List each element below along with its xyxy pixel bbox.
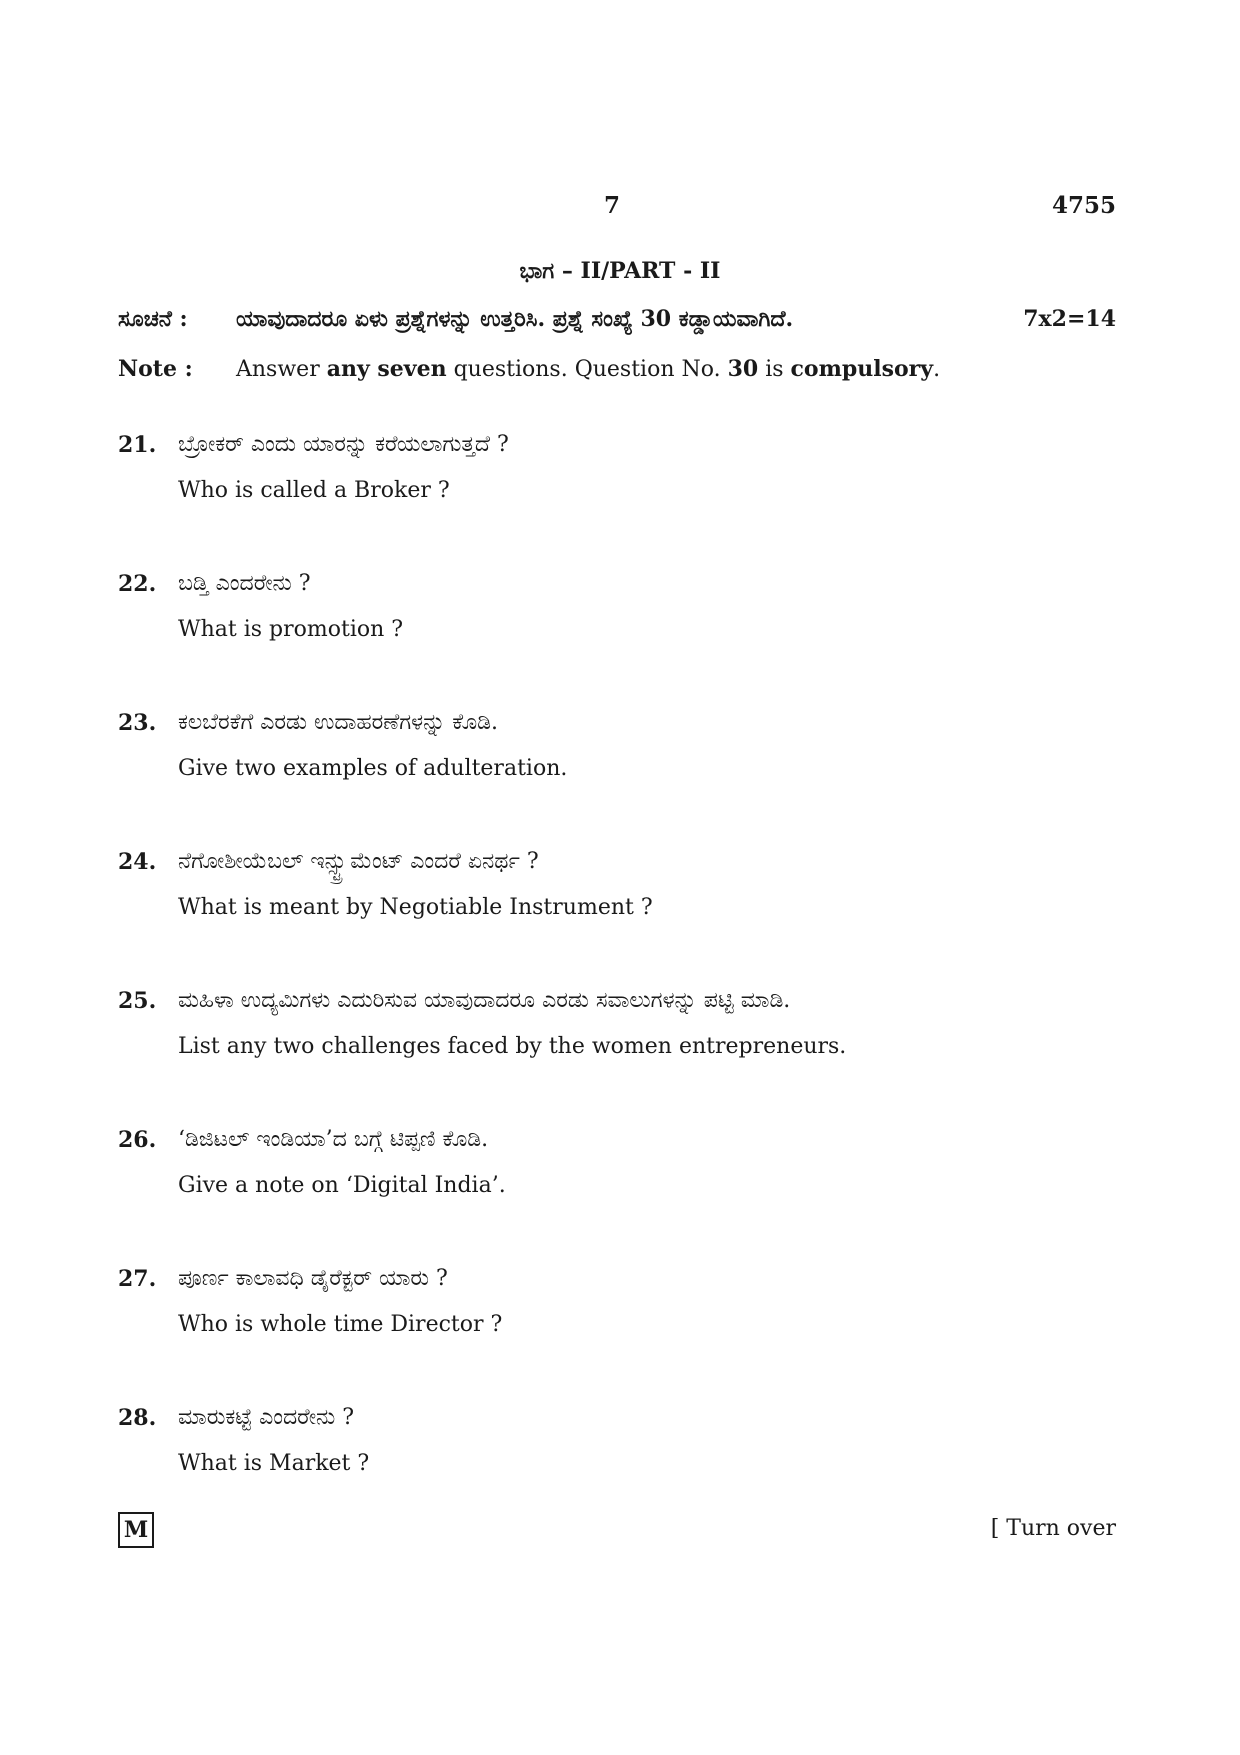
question-text-kannada: ಪೂರ್ಣ ಕಾಲಾವಧಿ ಡೈರೆಕ್ಟರ್ ಯಾರು ? — [178, 1266, 448, 1291]
question-text-kannada: ಬಡ್ತಿ ಎಂದರೇನು ? — [178, 571, 311, 596]
question-number: 27. — [118, 1266, 157, 1292]
question-text-english: What is Market ? — [178, 1451, 370, 1476]
question-text-english: List any two challenges faced by the women entrepreneurs. — [178, 1034, 847, 1059]
question-number: 25. — [118, 988, 157, 1014]
page-number: 7 — [604, 192, 621, 219]
marks-scheme: 7x2=14 — [1023, 306, 1116, 332]
question-number: 23. — [118, 710, 157, 736]
question-text-kannada: ‘ಡಿಜಿಟಲ್ ಇಂಡಿಯಾ’ದ ಬಗ್ಗೆ ಟಿಪ್ಪಣಿ ಕೊಡಿ. — [178, 1127, 489, 1152]
kannada-instruction-label: ಸೂಚನೆ : — [118, 306, 188, 332]
question-text-english: Who is called a Broker ? — [178, 478, 450, 503]
question-text-kannada: ನೆಗೋಶೀಯೆಬಲ್ ಇನ್ಸ್ಟ್ರುಮೆಂಟ್ ಎಂದರೆ ಏನರ್ಥ ? — [178, 849, 539, 874]
question-number: 22. — [118, 571, 157, 597]
question-text-english: Who is whole time Director ? — [178, 1312, 503, 1337]
kannada-instruction-text: ಯಾವುದಾದರೂ ಏಳು ಪ್ರಶ್ನೆಗಳನ್ನು ಉತ್ತರಿಸಿ. ಪ್ರಶ್ನೆ ಸಂಖ್ಯೆ 30 ಕಡ್ಡಾಯವಾಗಿದೆ. — [236, 306, 794, 332]
question-number: 28. — [118, 1405, 157, 1431]
note-label: Note : — [118, 356, 193, 382]
question-text-kannada: ಮಾರುಕಟ್ಟೆ ಎಂದರೇನು ? — [178, 1405, 355, 1430]
medium-mark-box: M — [118, 1512, 154, 1548]
question-text-english: Give a note on ‘Digital India’. — [178, 1173, 506, 1198]
note-text: Answer any seven questions. Question No. 30 is compulsory. — [236, 356, 941, 382]
turn-over-note: [ Turn over — [990, 1516, 1116, 1541]
question-text-english: What is promotion ? — [178, 617, 404, 642]
part-heading: ಭಾಗ – II/PART - II — [519, 258, 721, 284]
question-text-kannada: ಬ್ರೋಕರ್ ಎಂದು ಯಾರನ್ನು ಕರೆಯಲಾಗುತ್ತದೆ ? — [178, 432, 509, 457]
paper-code: 4755 — [1051, 192, 1116, 219]
question-text-english: Give two examples of adulteration. — [178, 756, 568, 781]
question-text-kannada: ಕಲಬೆರಕೆಗೆ ಎರಡು ಉದಾಹರಣೆಗಳನ್ನು ಕೊಡಿ. — [178, 710, 498, 735]
question-number: 21. — [118, 432, 157, 458]
question-text-kannada: ಮಹಿಳಾ ಉದ್ಯಮಿಗಳು ಎದುರಿಸುವ ಯಾವುದಾದರೂ ಎರಡು ಸವಾಲುಗಳನ್ನು ಪಟ್ಟಿ ಮಾಡಿ. — [178, 988, 791, 1013]
question-text-english: What is meant by Negotiable Instrument ? — [178, 895, 653, 920]
question-number: 24. — [118, 849, 157, 875]
question-number: 26. — [118, 1127, 157, 1153]
